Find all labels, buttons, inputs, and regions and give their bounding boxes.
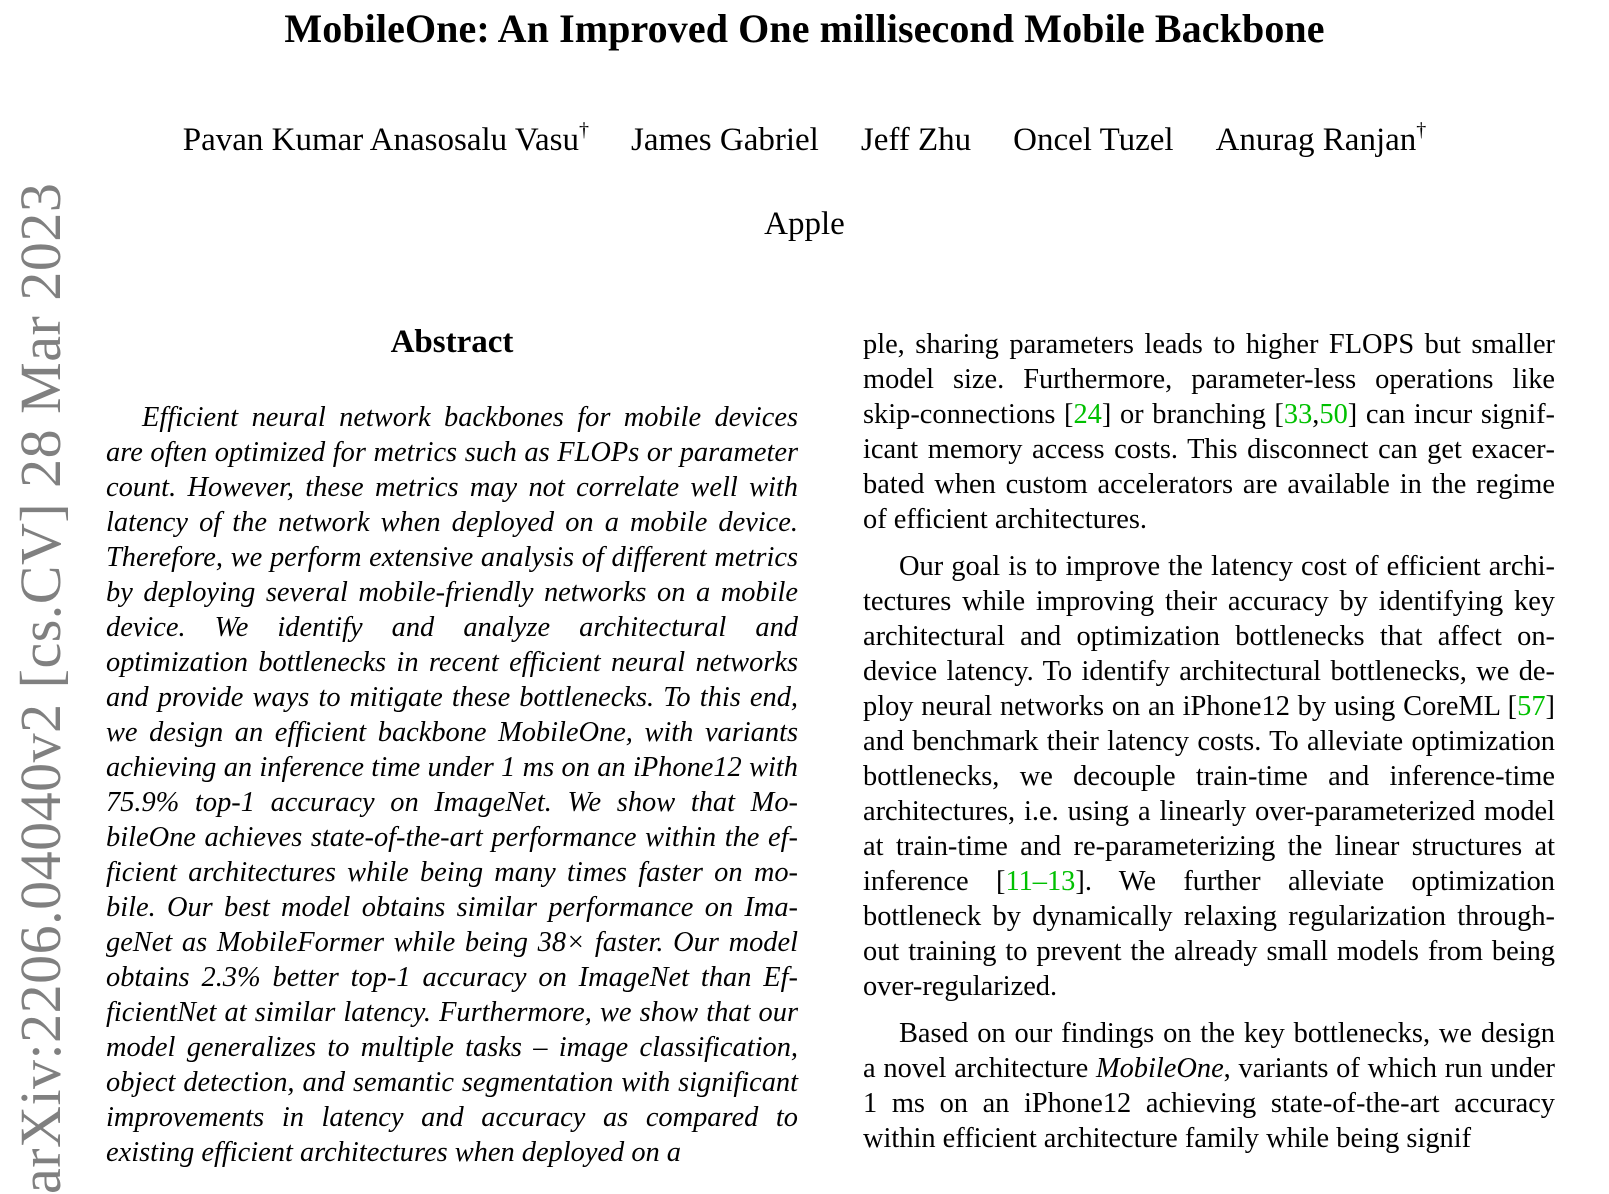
body-paragraph: Based on our findings on the key bottlenecks, we design a novel architecture MobileOne, variants of which run under 1 ms on an iPhone12 achieving state-of-the-art accuracy within efficient architecture family while being signif	[863, 1018, 1555, 1154]
equal-contribution-mark: †	[579, 119, 589, 141]
author-name: Anurag Ranjan†	[1215, 119, 1427, 158]
abstract-text: Efficient neural network backbones for mobile devices are often optimized for metrics such as FLOPs or parameter count. However, these metrics may not correlate well with latency of the network when deployed on a mobile device. Therefore, we perform extensive analysis of different metrics by deploying several mobile-friendly networks on a mobile device. We identify and analyze architectural and optimization bottlenecks in recent efficient neural networks and provide ways to mitigate these bottlenecks. To this end, we design an efficient backbone MobileOne, with variants achieving an inference time under 1 ms on an iPhone12 with 75.9% top-1 accuracy on ImageNet. We show that MobileOne achieves state-of-the-art performance within the efficient architectures while being many times faster on mobile. Our best model obtains similar performance on ImageNet as MobileFormer while being 38× faster. Our model obtains 2.3% better top-1 accuracy on ImageNet than EfficientNet at similar latency. Furthermore, we show that our model generalizes to multiple tasks – image classification, object detection, and semantic segmentation with significant improvements in latency and accuracy as compared to existing efficient architectures when deployed on a	[106, 402, 798, 1168]
right-column	[863, 327, 1555, 1168]
affiliation: Apple	[764, 206, 845, 242]
author-list	[0, 118, 1609, 162]
author-name: Jeff Zhu	[860, 122, 972, 158]
paper-title: MobileOne: An Improved One millisecond Mobile Backbone	[284, 6, 1325, 51]
citation-link[interactable]: 50	[1319, 399, 1348, 430]
equal-contribution-mark: †	[1416, 119, 1427, 141]
author-name: Pavan Kumar Anasosalu Vasu†	[182, 119, 589, 158]
arxiv-identifier-stamp: arXiv:2206.04040v2 [cs.CV] 28 Mar 2023	[8, 182, 73, 1194]
author-name: James Gabriel	[631, 122, 819, 158]
citation-link[interactable]: 33	[1283, 399, 1313, 430]
author-name: Oncel Tuzel	[1013, 122, 1174, 158]
citation-link[interactable]: 11–13	[1005, 866, 1076, 897]
emphasized-term: MobileOne	[1095, 1053, 1224, 1084]
body-paragraph: ple, sharing parameters leads to higher FLOPS but smaller model size. Furthermore, parameter-less operations like skip-connections [24] or branching [33,50] can incur significant memory access costs. This disconnect can get exacerbated when custom accelerators are available in the regime of efficient architectures.	[863, 329, 1556, 535]
citation-link[interactable]: 24	[1073, 399, 1102, 430]
body-paragraph: Our goal is to improve the latency cost of efficient architectures while improving their accuracy by identifying key architectural and optimization bottlenecks that affect on-device latency. To identify architectural bottlenecks, we deploy neural networks on an iPhone12 by using CoreML [57] and benchmark their latency costs. To alleviate optimization bottlenecks, we decouple train-time and inference-time architectures, i.e. using a linearly over-parameterized model at train-time and re-parameterizing the linear structures at inference [11–13]. We further alleviate optimization bottleneck by dynamically relaxing regularization throughout training to prevent the already small models from being over-regularized.	[863, 551, 1555, 1002]
citation-link[interactable]: 57	[1517, 691, 1546, 722]
abstract-heading: Abstract	[390, 324, 514, 360]
